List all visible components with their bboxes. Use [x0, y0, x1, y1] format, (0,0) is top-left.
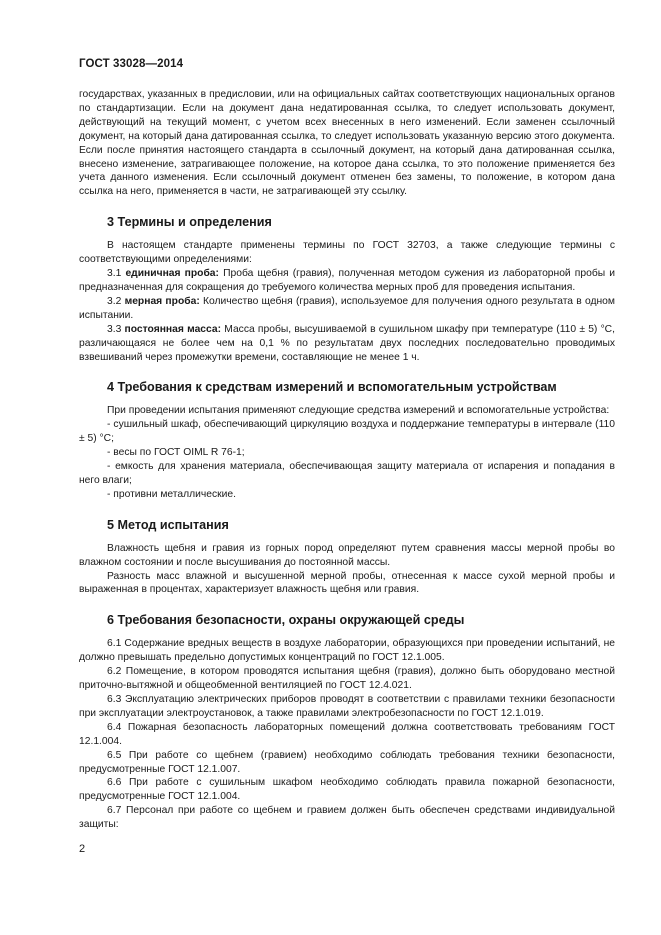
- term-number: 3.1: [107, 268, 122, 280]
- intro-paragraph: государствах, указанных в предисловии, или на официальных сайтах соответствующих национальных органов по стандартизации. Если на документ дана недатированная ссылка, то следует использовать документ, действующий на текущий момент, с учетом всех внесенных в него изменений. Если заменен ссылочный документ, на который дана датированная ссылка, то следует использовать указанную версию этого документа. Если после принятия настоящего стандарта в ссылочный документ, на который дана датированная ссылка, внесено изменение, затрагивающее положение, на которое дана ссылка, то это положение применяется без учета данного изменения. Если ссылочный документ отменен без замены, то положение, в котором дана ссылка на него, применяется в части, не затрагивающей эту ссылку.: [79, 89, 615, 198]
- section-6-heading: 6 Требования безопасности, охраны окружающей среды: [107, 613, 465, 628]
- section-5-heading: 5 Метод испытания: [107, 517, 229, 532]
- term-definition: Количество щебня (гравия), используемое для получения одного результата в одном испытании.: [79, 295, 615, 321]
- term-name: постоянная масса:: [124, 323, 222, 335]
- term-3-3: [79, 323, 615, 365]
- page-number: 2: [79, 843, 86, 855]
- section-5-paragraph: Разность масс влажной и высушенной мерной пробы, отнесенная к массе сухой мерной пробы и выраженная в процентах, характеризует влажность щебня или гравия.: [79, 570, 615, 596]
- page-body: [79, 88, 615, 832]
- clause-6-4: 6.4 Пожарная безопасность лабораторных помещений должна соответствовать требованиям ГОСТ 12.1.004.: [79, 721, 615, 747]
- term-number: 3.3: [107, 323, 122, 335]
- clause-6-1: 6.1 Содержание вредных веществ в воздухе лаборатории, образующихся при проведении испытаний, не должно превышать предельно допустимых концентраций по ГОСТ 12.1.005.: [79, 638, 615, 664]
- list-item: - сушильный шкаф, обеспечивающий циркуляцию воздуха и поддержание температуры в интервале (110 ± 5) °С;: [79, 419, 615, 445]
- term-number: 3.2: [107, 295, 122, 307]
- term-3-1: [79, 267, 615, 295]
- section-5-paragraph: Влажность щебня и гравия из горных пород определяют путем сравнения массы мерной пробы во влажном состоянии и после высушивания до постоянной массы.: [79, 542, 615, 568]
- section-3-heading: 3 Термины и определения: [107, 215, 272, 230]
- section-3-intro: В настоящем стандарте применены термины по ГОСТ 32703, а также следующие термины с соответствующими определениями:: [79, 240, 615, 266]
- section-4-intro: При проведении испытания применяют следующие средства измерений и вспомогательные устройства:: [107, 405, 610, 417]
- document-code-header: ГОСТ 33028—2014: [79, 58, 184, 70]
- list-item: - противни металлические.: [107, 488, 236, 500]
- term-name: единичная проба:: [125, 268, 219, 280]
- term-name: мерная проба:: [124, 295, 200, 307]
- clause-6-2: 6.2 Помещение, в котором проводятся испытания щебня (гравия), должно быть оборудовано местной приточно-вытяжной и общеобменной вентиляцией по ГОСТ 12.4.021.: [79, 666, 615, 692]
- section-4-heading: 4 Требования к средствам измерений и вспомогательным устройствам: [107, 380, 557, 395]
- clause-6-3: 6.3 Эксплуатацию электрических приборов проводят в соответствии с правилами техники безопасности при эксплуатации электроустановок, а также правилами электробезопасности по ГОСТ 12.1.019.: [79, 694, 615, 719]
- clause-6-7: 6.7 Персонал при работе со щебнем и гравием должен быть обеспечен средствами индивидуальной защиты:: [79, 805, 615, 831]
- term-definition: Масса пробы, высушиваемой в сушильном шкафу при температуре (110 ± 5) °С, различающаяся не более чем на 0,1 % по результатам двух последних последовательно проводимых взвешиваний через промежутки времени, составляющие не менее 1 ч.: [79, 323, 615, 363]
- list-item: - емкость для хранения материала, обеспечивающая защиту материала от испарения и попадания в него влаги;: [79, 461, 615, 486]
- term-definition: Проба щебня (гравия), полученная методом сужения из лабораторной пробы и предназначенная для сокращения до требуемого количества мерных проб для проведения испытания.: [79, 268, 615, 293]
- list-item: - весы по ГОСТ OIML R 76-1;: [107, 447, 245, 459]
- clause-6-5: 6.5 При работе со щебнем (гравием) необходимо соблюдать требования техники безопасности, предусмотренные ГОСТ 12.1.007.: [79, 749, 615, 775]
- term-3-2: [79, 295, 615, 323]
- clause-6-6: 6.6 При работе с сушильным шкафом необходимо соблюдать правила пожарной безопасности, предусмотренные ГОСТ 12.1.004.: [79, 777, 615, 803]
